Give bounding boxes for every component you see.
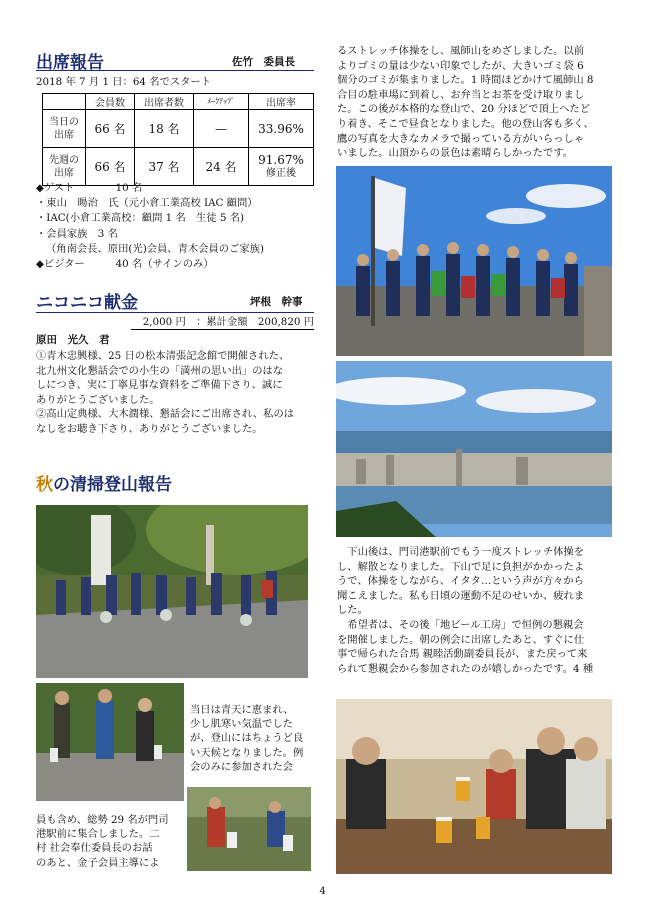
beer-party-photo [336, 699, 612, 874]
table-header: ﾒｰｸｱｯﾌﾟ [194, 94, 249, 110]
body-line: ありがとうございました。 [36, 393, 160, 406]
table-header: 会員数 [86, 94, 135, 110]
text-line: が、登山にはちょうど良 [190, 732, 304, 745]
text-line: 事で帰られた合馬 親睦活動副委員長が、また戻って来 [337, 648, 588, 661]
note-line: ・IAC(小倉工業高校：顧問 1 名 生徒 5 名) [36, 212, 245, 225]
text-line: り着き、そこで昼食となりました。他の登山客も多く、 [337, 117, 594, 130]
hiking-title-highlight: 秋 [36, 475, 53, 495]
text-line: 港駅前に集合しました。二 [36, 828, 160, 841]
text-line: 当日は青天に恵まれ、 [190, 704, 294, 716]
row-label: 先週の 出席 [43, 148, 86, 186]
text-line: 合目の駐車場に到着し、お弁当とお茶を受け取りまし [337, 88, 585, 101]
attendance-table [42, 93, 314, 186]
note-line: ・会員家族 3 名 [36, 227, 118, 240]
text-line: 個分のゴミが集まりました。1 時間ほどかけて風師山 8 [337, 74, 594, 87]
nikoniko-author: 坪根 幹事 [250, 296, 303, 308]
table-row [43, 110, 314, 148]
text-line: るストレッチ体操をし、風師山をめざしました。以前 [337, 45, 585, 57]
table-header [43, 94, 86, 110]
nikoniko-title: ニコニコ献金 [36, 293, 138, 313]
cell-makeup: — [194, 110, 249, 148]
hiking-right-mid-text [337, 545, 593, 676]
cell-rate [249, 148, 314, 186]
cell-members: 66 名 [86, 110, 135, 148]
cell-rate: 33.96% [249, 110, 314, 148]
text-line: 少し肌寒い気温でした [190, 718, 293, 731]
three-men-photo [36, 683, 184, 801]
text-line: 員も含め、総勢 29 名が門司 [36, 814, 169, 826]
text-line: し、解散となりました。下山で足に負担がかかったよ [337, 560, 585, 573]
group-walking-photo [36, 505, 308, 678]
body-line: 北九州文化懇話会での小生の「満州の思い出」のはな [36, 364, 284, 377]
cell-present: 18 名 [135, 110, 194, 148]
text-line: 村 社会奉仕委員長のお話 [36, 842, 153, 855]
note-line: （角南会長、原田(光)会員、青木会員のご家族) [46, 242, 264, 255]
table-row [43, 148, 314, 186]
attendance-title: 出席報告 [36, 53, 104, 73]
rate-note: 修正後 [266, 167, 296, 179]
nikoniko-donor: 原田 光久 君 [36, 334, 110, 346]
amount-underline [131, 329, 314, 330]
text-line: した。 [337, 604, 368, 617]
table-header: 出席率 [249, 94, 314, 110]
text-line: 鷹の写真を大きなカメラで撮っている方がいらっしゃ [337, 132, 585, 145]
table-header: 出席者数 [135, 94, 194, 110]
text-line: いました。山頂からの景色は素晴らしかったです。 [337, 147, 574, 160]
text-line: うで、体操をしながら、イタタ…という声が方々から [337, 575, 584, 588]
nikoniko-rule [36, 312, 314, 313]
note-line: ◆ビジター 40 名（サインのみ） [36, 258, 214, 271]
harbor-view-photo [336, 361, 612, 537]
text-line: よりゴミの量は少ない印象でしたが、大きいゴミ袋 6 [337, 59, 584, 72]
nikoniko-amount: 2,000 円 ：累計金額 200,820 円 [142, 316, 314, 328]
text-line: た。この後が本格的な登山で、20 分ほどで頂上へたど [337, 103, 590, 116]
page-number: 4 [319, 886, 326, 897]
attendance-author: 佐竹 委員長 [232, 56, 295, 68]
note-line: ◆ゲスト 10 名 [36, 182, 143, 194]
table-header-row [43, 94, 314, 110]
row-label: 当日の 出席 [43, 110, 86, 148]
text-line: 下山後は、門司港駅前でもう一度ストレッチ体操を [337, 546, 585, 558]
body-line: ①青木忠興様、25 日の松本清張記念館で開催された、 [36, 350, 290, 362]
text-line: 聞こえました。私も日頃の運動不足のせいか、疲れま [337, 589, 585, 602]
attendance-notes [36, 181, 264, 272]
hiking-bottom-text [36, 813, 169, 870]
hiking-right-top-text [337, 44, 594, 161]
body-line: ②高山定典様、大木潤様、懇話会にご出席され、私のは [36, 408, 295, 421]
text-line: 希望者は、その後「地ビール工房」で恒例の懇親会 [337, 618, 584, 631]
hiking-title-rest: の清掃登山報告 [53, 475, 172, 495]
text-line: られて懇親会から参加されたのが嬉しかったです。4 種 [337, 662, 594, 675]
hiking-side-text [190, 703, 303, 774]
cell-makeup: 24 名 [194, 148, 249, 186]
text-line: い天候となりました。例 [190, 746, 304, 759]
note-line: ・東山 暘治 氏（元小倉工業高校 IAC 顧問） [36, 197, 258, 210]
summit-group-photo [336, 166, 612, 356]
body-line: なしをお聴き下さり、ありがとうございました。 [36, 422, 263, 435]
cell-members: 66 名 [86, 148, 135, 186]
rate-value: 91.67% [258, 152, 304, 167]
body-line: しにつき、実に丁寧見事な資料をご準備下さり、誠に [36, 379, 283, 392]
text-line: のあと、金子会員主導によ [36, 856, 160, 869]
hiking-title [36, 470, 172, 495]
nikoniko-body [36, 349, 294, 437]
attendance-rule [36, 70, 314, 71]
cell-present: 37 名 [135, 148, 194, 186]
text-line: 会のみに参加された会 [190, 760, 293, 773]
trash-pickup-photo [187, 787, 311, 871]
text-line: を開催しました。朝の例会に出席したあと、すぐに仕 [337, 633, 585, 646]
attendance-summary: 2018 年 7 月 1 日：64 名でスタート [36, 76, 212, 88]
